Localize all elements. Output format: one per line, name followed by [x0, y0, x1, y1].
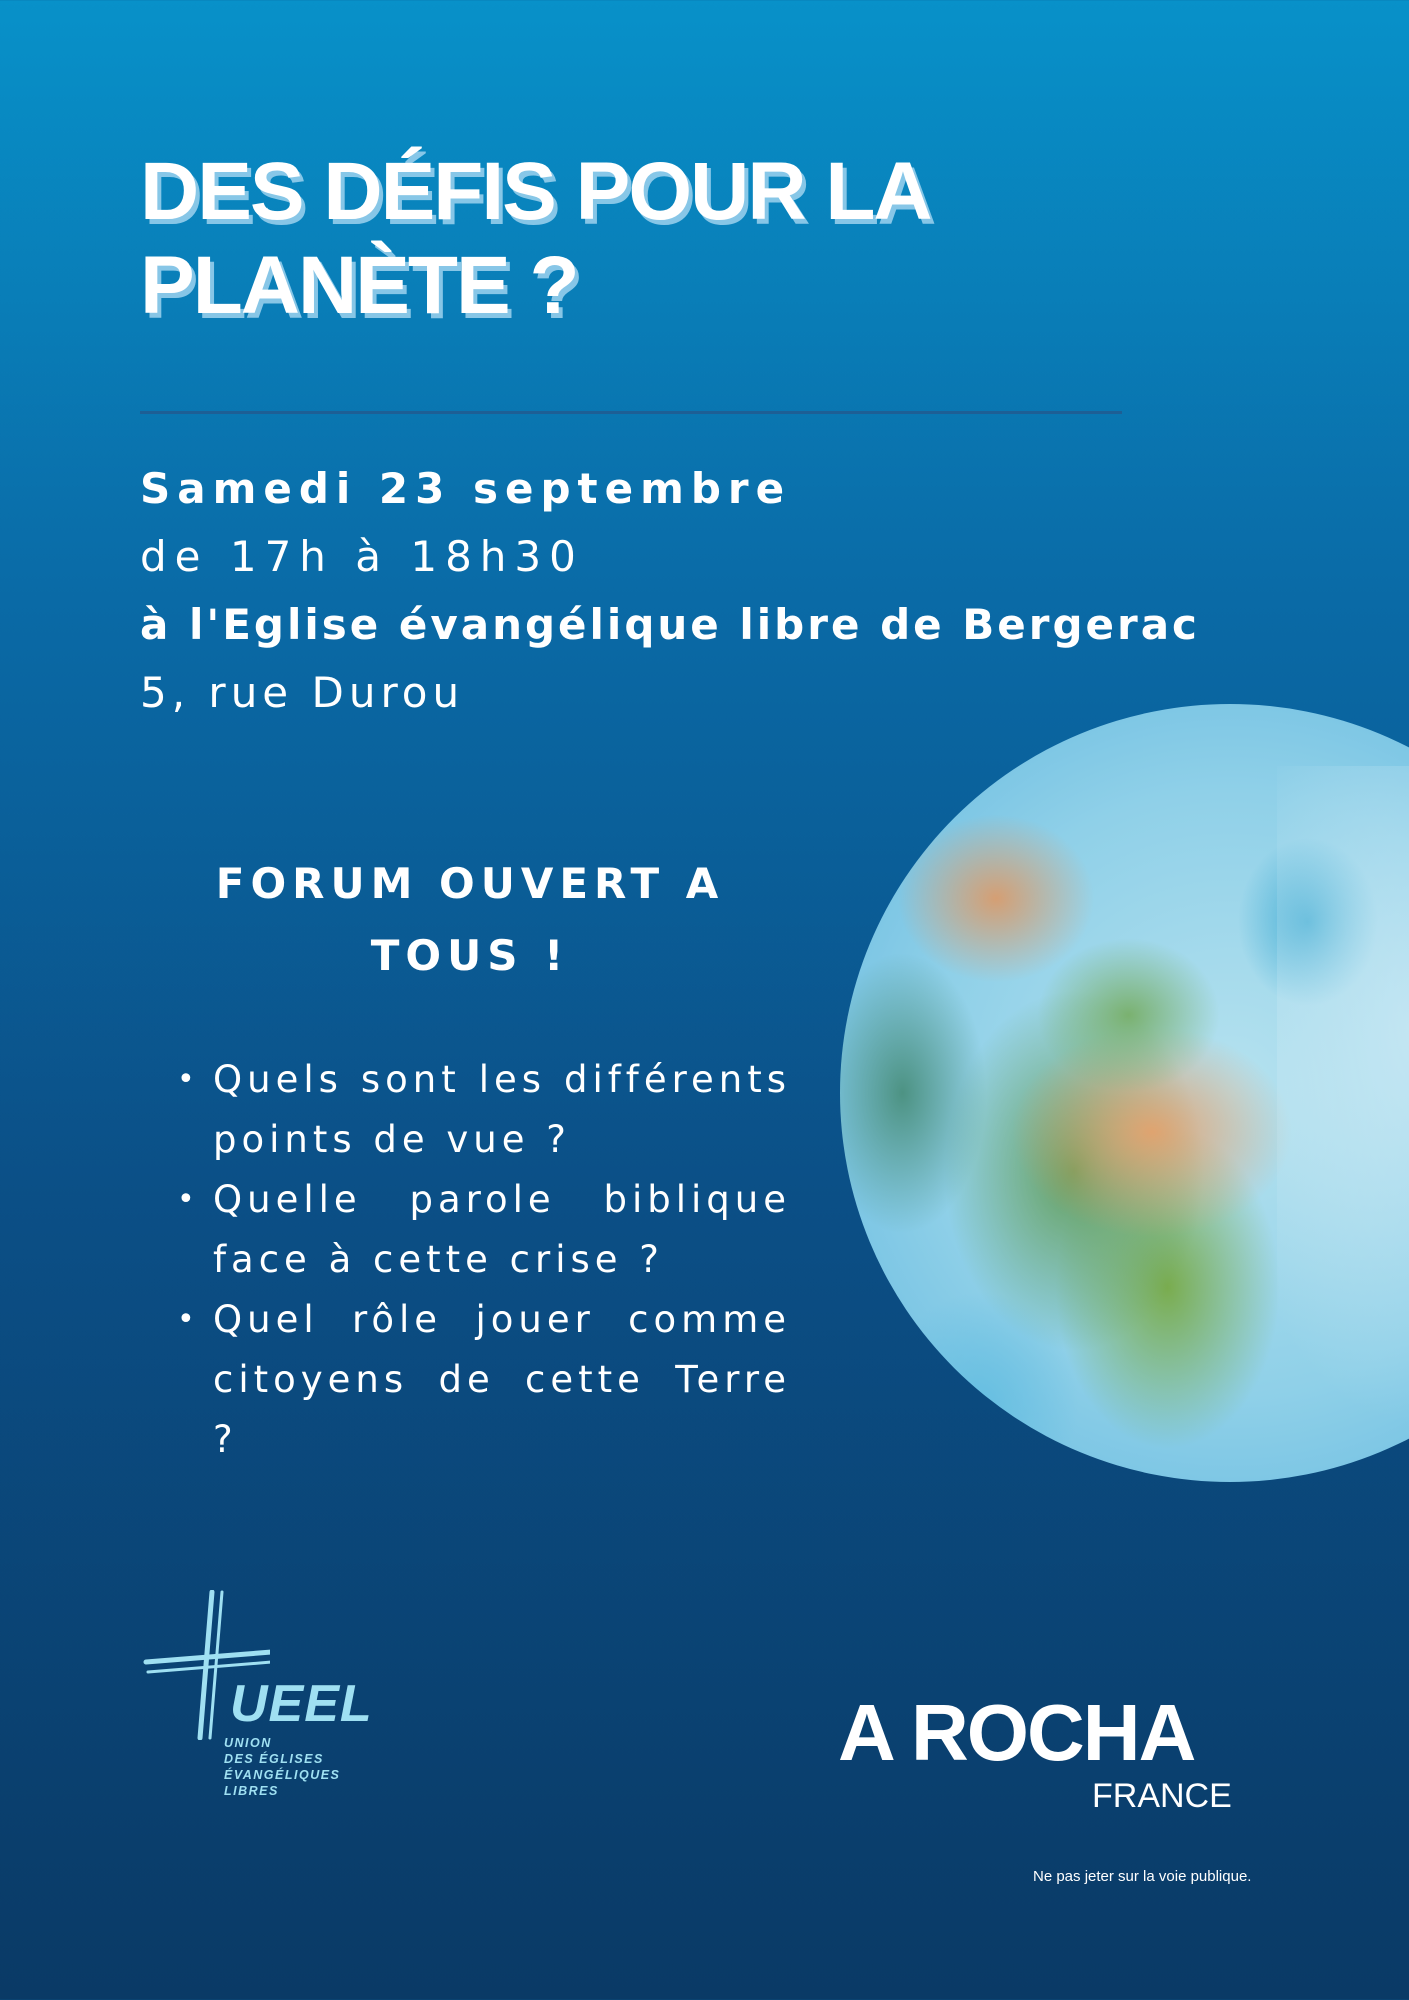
poster-title [140, 145, 1040, 333]
arocha-logo [838, 1688, 1238, 1815]
question-item: • Quels sont les différents points de vue ? [213, 1050, 791, 1170]
ueel-subtitle-line: LIBRES [224, 1784, 279, 1798]
arocha-logo-name: A ROCHA [838, 1688, 1195, 1777]
watercolor-globe-illustration [840, 704, 1409, 1482]
ueel-subtitle-line: UNION [224, 1736, 272, 1750]
ueel-logo-name: UEEL [230, 1675, 373, 1733]
event-details [140, 455, 1340, 727]
question-item: • Quel rôle jouer comme citoyens de cette Terre ? [213, 1290, 791, 1470]
footnote: Ne pas jeter sur la voie publique. [1033, 1868, 1252, 1885]
question-item: • Quelle parole biblique face à cette crise ? [213, 1170, 791, 1290]
poster-title-line-1: DES DÉFIS POUR LA [140, 146, 931, 237]
ueel-subtitle-line: DES ÉGLISES [224, 1752, 324, 1766]
globe-light-wash [1277, 766, 1409, 1427]
event-place: à l'Eglise évangélique libre de Bergerac [140, 600, 1200, 649]
ueel-logo-subtitle [224, 1735, 340, 1799]
questions-list [165, 1050, 791, 1470]
arocha-logo-subtitle: FRANCE [1092, 1777, 1232, 1815]
forum-heading-line-1: FORUM OUVERT A [215, 859, 725, 908]
event-address: 5, rue Durou [140, 668, 465, 717]
ueel-logo [140, 1590, 380, 1810]
forum-heading [180, 848, 760, 992]
poster-title-line-2: PLANÈTE ? [140, 240, 578, 331]
title-divider [140, 411, 1122, 414]
forum-heading-line-2: TOUS ! [370, 931, 570, 980]
event-time: de 17h à 18h30 [140, 532, 584, 581]
event-date: Samedi 23 septembre [140, 464, 792, 513]
ueel-subtitle-line: ÉVANGÉLIQUES [224, 1768, 341, 1782]
